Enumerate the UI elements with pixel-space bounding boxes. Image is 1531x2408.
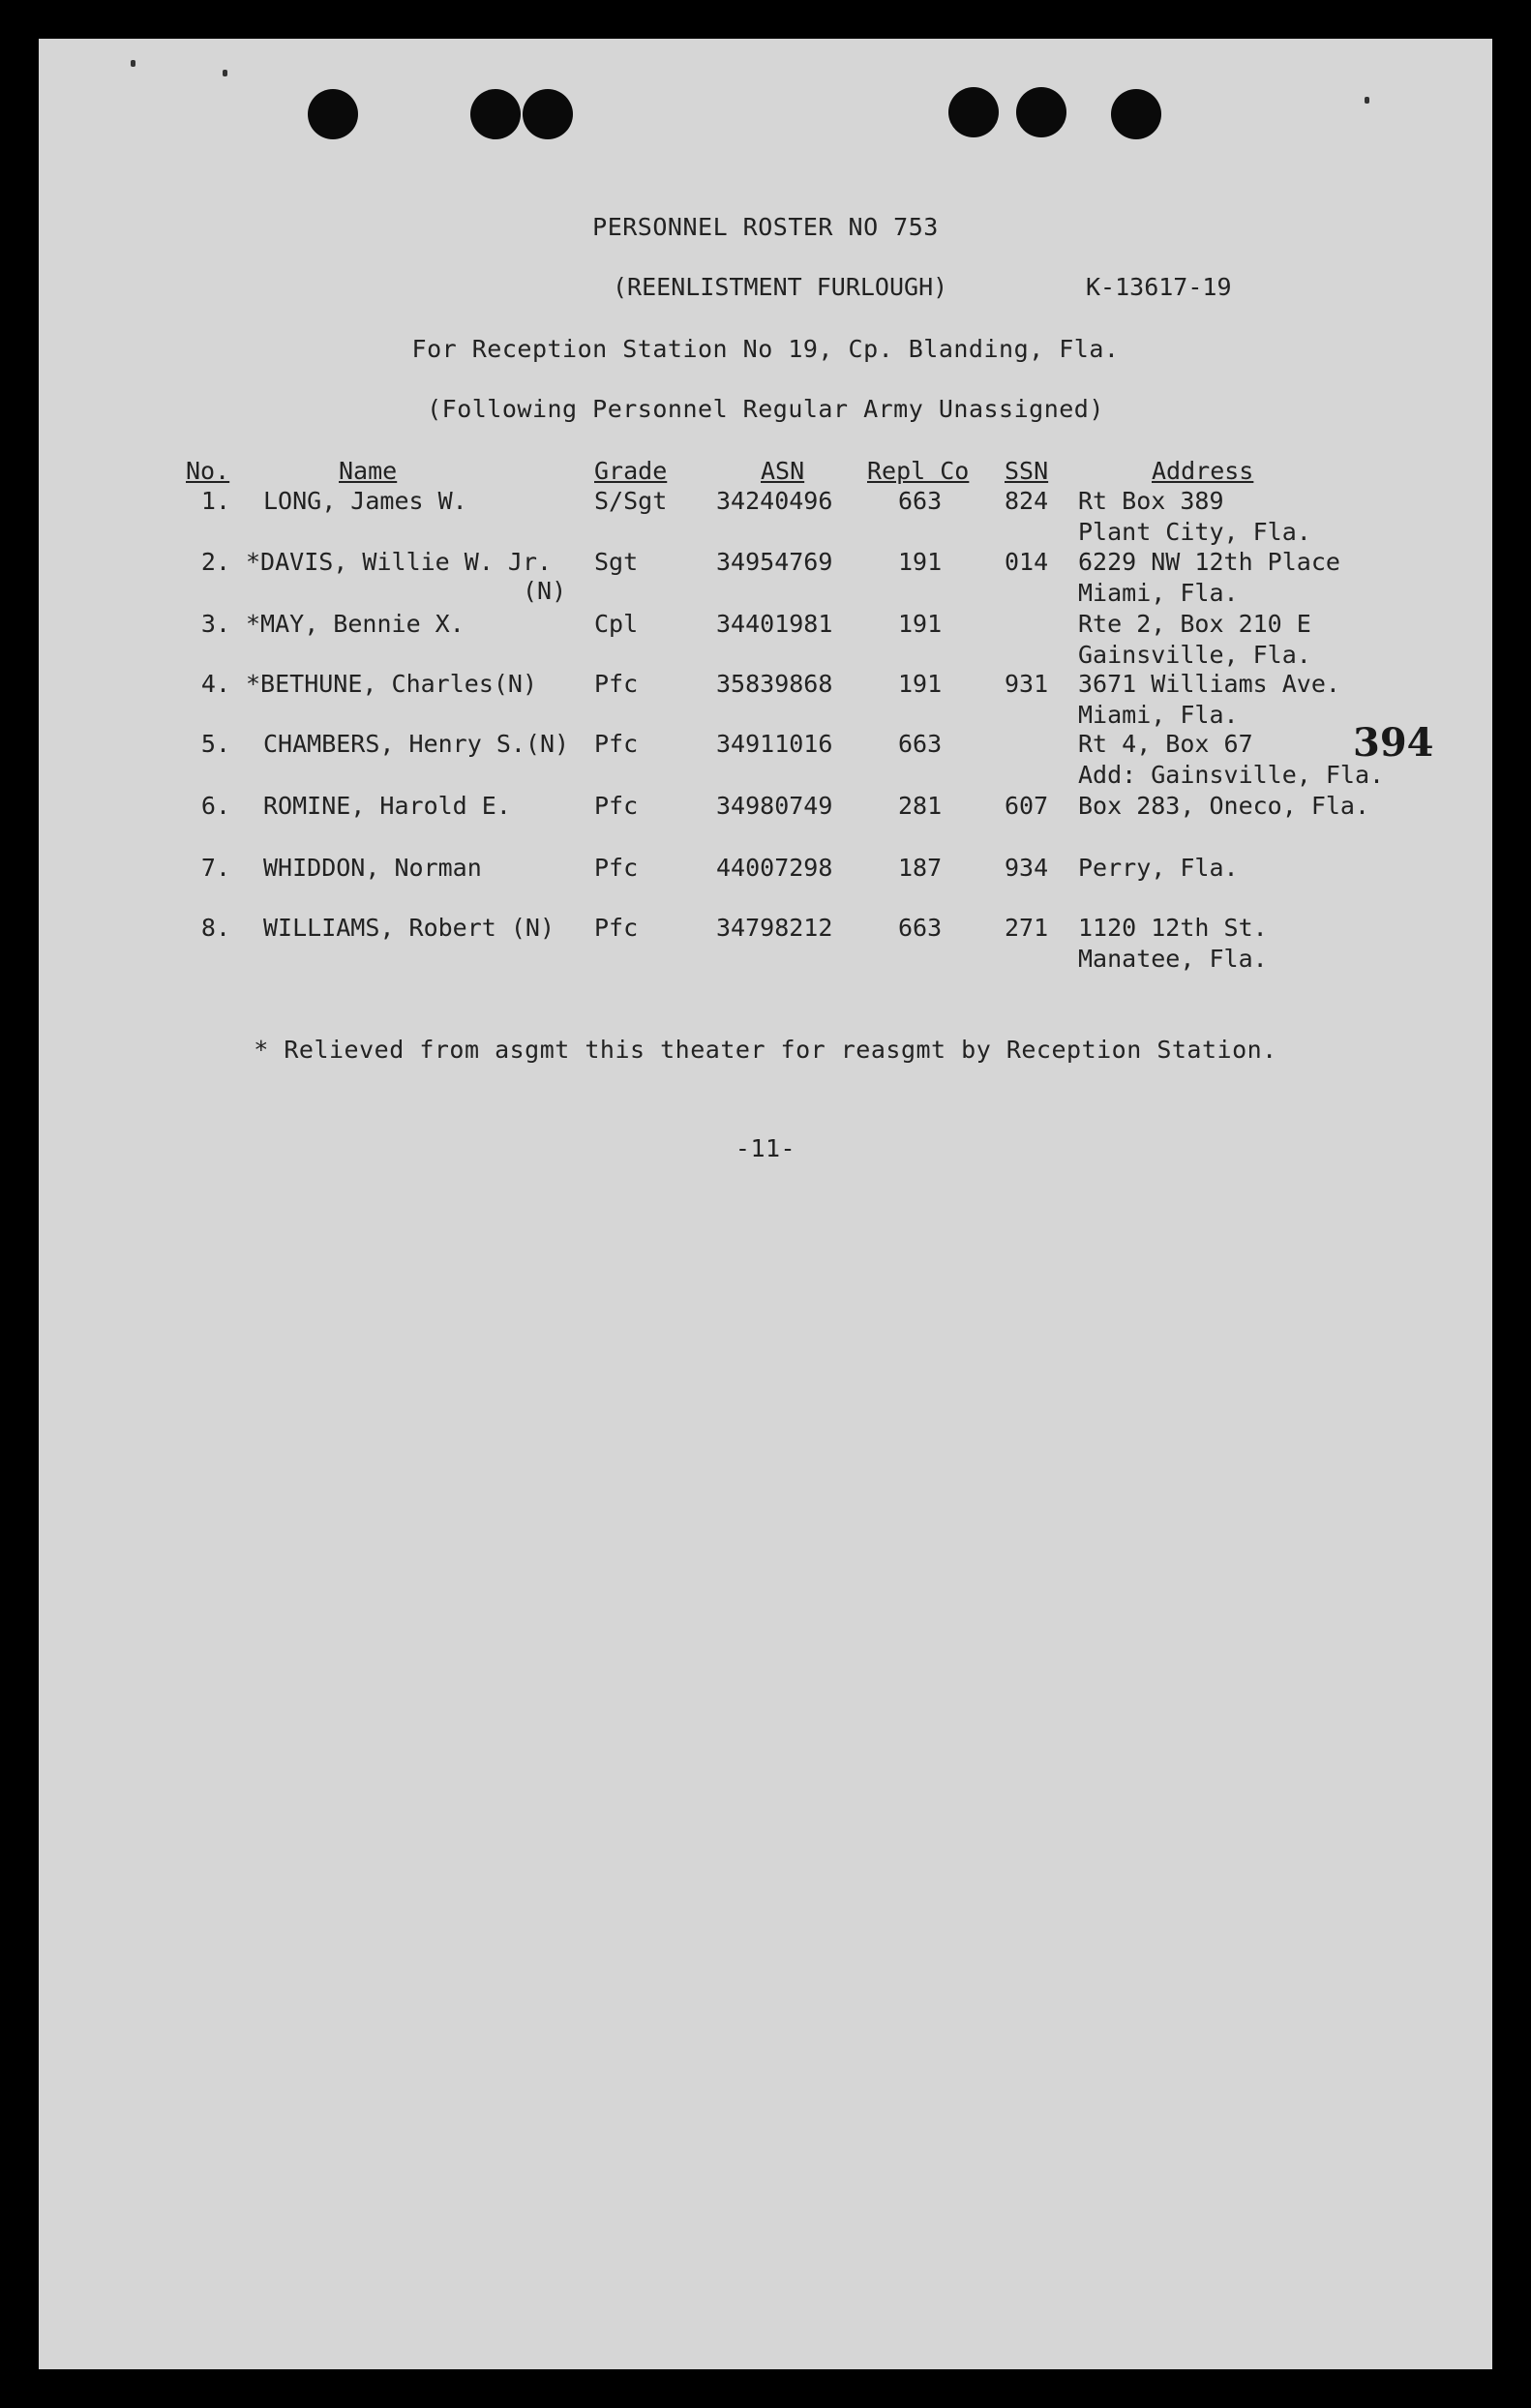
row-grade: S/Sgt bbox=[594, 487, 668, 515]
row-grade: Pfc bbox=[594, 914, 639, 942]
row-repl-co: 663 bbox=[898, 914, 943, 942]
speck bbox=[131, 60, 135, 67]
row-address-line2: Gainsville, Fla. bbox=[1078, 641, 1311, 669]
row-asn: 34954769 bbox=[716, 548, 833, 576]
row-repl-co: 191 bbox=[898, 548, 943, 576]
row-address-line1: 1120 12th St. bbox=[1078, 914, 1268, 942]
row-address-line1: 6229 NW 12th Place bbox=[1078, 548, 1340, 576]
row-name-note: (N) bbox=[523, 577, 567, 605]
row-address-line1: 3671 Williams Ave. bbox=[1078, 670, 1340, 698]
row-ssn: 014 bbox=[1005, 548, 1049, 576]
row-ssn: 934 bbox=[1005, 854, 1049, 882]
row-asn: 34911016 bbox=[716, 730, 833, 758]
row-asn: 34401981 bbox=[716, 610, 833, 638]
row-name: *MAY, Bennie X. bbox=[246, 610, 465, 638]
speck bbox=[223, 70, 227, 76]
row-address-line2: Manatee, Fla. bbox=[1078, 945, 1268, 973]
col-header-grade: Grade bbox=[594, 457, 668, 485]
row-asn: 44007298 bbox=[716, 854, 833, 882]
row-asn: 35839868 bbox=[716, 670, 833, 698]
row-grade: Pfc bbox=[594, 854, 639, 882]
footnote: * Relieved from asgmt this theater for reasgmt by Reception Station. bbox=[254, 1036, 1277, 1064]
row-name: *DAVIS, Willie W. Jr. bbox=[246, 548, 553, 576]
punch-hole bbox=[308, 89, 358, 139]
row-number: 7. bbox=[200, 854, 230, 882]
row-number: 5. bbox=[200, 730, 230, 758]
row-name: WILLIAMS, Robert (N) bbox=[263, 914, 555, 942]
col-header-address: Address bbox=[1152, 457, 1254, 485]
row-name: ROMINE, Harold E. bbox=[263, 792, 511, 820]
row-address-line2: Miami, Fla. bbox=[1078, 701, 1239, 729]
row-ssn: 607 bbox=[1005, 792, 1049, 820]
row-name: LONG, James W. bbox=[263, 487, 467, 515]
punch-hole bbox=[948, 87, 999, 137]
row-address-line2: Miami, Fla. bbox=[1078, 579, 1239, 607]
row-ssn: 824 bbox=[1005, 487, 1049, 515]
row-address-line1: Rt 4, Box 67 bbox=[1078, 730, 1253, 758]
row-grade: Pfc bbox=[594, 792, 639, 820]
row-asn: 34798212 bbox=[716, 914, 833, 942]
col-header-ssn: SSN bbox=[1005, 457, 1049, 485]
row-address-line1: Rte 2, Box 210 E bbox=[1078, 610, 1311, 638]
col-header-name: Name bbox=[339, 457, 398, 485]
row-number: 8. bbox=[200, 914, 230, 942]
row-repl-co: 191 bbox=[898, 610, 943, 638]
reference-number: K-13617-19 bbox=[1086, 273, 1232, 301]
category-line: (Following Personnel Regular Army Unassigned) bbox=[427, 395, 1104, 423]
row-grade: Sgt bbox=[594, 548, 639, 576]
document-page bbox=[39, 39, 1492, 2369]
page-stamp-number: 394 bbox=[1353, 720, 1434, 766]
row-repl-co: 187 bbox=[898, 854, 943, 882]
col-header-asn: ASN bbox=[761, 457, 805, 485]
row-grade: Pfc bbox=[594, 670, 639, 698]
row-asn: 34240496 bbox=[716, 487, 833, 515]
row-asn: 34980749 bbox=[716, 792, 833, 820]
punch-hole bbox=[1016, 87, 1066, 137]
row-repl-co: 663 bbox=[898, 730, 943, 758]
roster-title: PERSONNEL ROSTER NO 753 bbox=[592, 213, 939, 241]
roster-subtitle: (REENLISTMENT FURLOUGH) bbox=[613, 273, 948, 301]
speck bbox=[1365, 97, 1369, 104]
punch-hole bbox=[470, 89, 521, 139]
col-header-no: No. bbox=[186, 457, 230, 485]
row-repl-co: 191 bbox=[898, 670, 943, 698]
row-number: 2. bbox=[200, 548, 230, 576]
row-address-line1: Rt Box 389 bbox=[1078, 487, 1224, 515]
row-grade: Cpl bbox=[594, 610, 639, 638]
row-grade: Pfc bbox=[594, 730, 639, 758]
row-number: 6. bbox=[200, 792, 230, 820]
row-address-line1: Perry, Fla. bbox=[1078, 854, 1239, 882]
row-repl-co: 281 bbox=[898, 792, 943, 820]
row-ssn: 271 bbox=[1005, 914, 1049, 942]
row-repl-co: 663 bbox=[898, 487, 943, 515]
row-name: CHAMBERS, Henry S.(N) bbox=[263, 730, 570, 758]
row-name: *BETHUNE, Charles(N) bbox=[246, 670, 538, 698]
station-line: For Reception Station No 19, Cp. Blanding, Fla. bbox=[411, 335, 1120, 363]
row-address-line1: Box 283, Oneco, Fla. bbox=[1078, 792, 1370, 820]
punch-hole bbox=[1111, 89, 1161, 139]
row-number: 4. bbox=[200, 670, 230, 698]
row-number: 3. bbox=[200, 610, 230, 638]
page-number: -11- bbox=[735, 1134, 796, 1162]
row-ssn: 931 bbox=[1005, 670, 1049, 698]
col-header-repl-co: Repl Co bbox=[867, 457, 970, 485]
row-number: 1. bbox=[200, 487, 230, 515]
row-name: WHIDDON, Norman bbox=[263, 854, 482, 882]
punch-hole bbox=[523, 89, 573, 139]
row-address-line2: Plant City, Fla. bbox=[1078, 518, 1311, 546]
row-address-line2: Add: Gainsville, Fla. bbox=[1078, 761, 1385, 789]
